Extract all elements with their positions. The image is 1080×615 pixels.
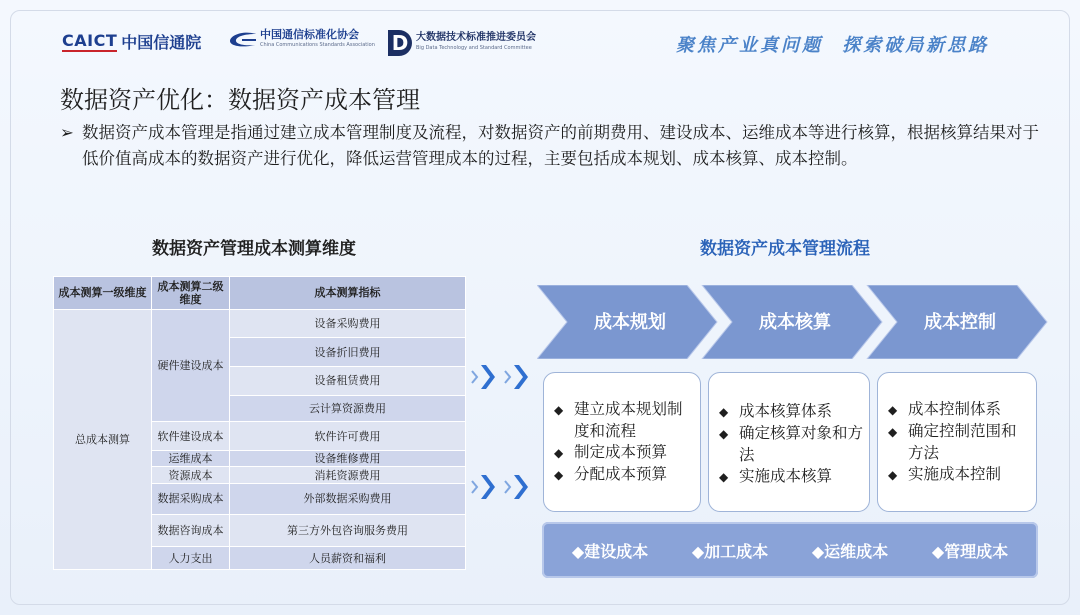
table-row — [54, 309, 466, 338]
table-cell-metric: 软件许可费用 — [230, 422, 466, 451]
bdtc-d-icon: D — [388, 30, 412, 56]
process-step-label: 成本核算 — [759, 312, 831, 333]
caict-logo-cn: 中国信通院 — [121, 33, 202, 52]
table-cell-level2: 运维成本 — [152, 451, 230, 467]
table-cell-level2: 软件建设成本 — [152, 422, 230, 451]
step-box-control — [877, 372, 1037, 512]
table-cell-level2: 人力支出 — [152, 547, 230, 570]
step-box-accounting — [708, 372, 870, 512]
intro-text: 数据资产成本管理是指通过建立成本管理制度及流程，对数据资产的前期费用、建设成本、运维成本等进行核算，根据核算结果对于低价值高成本的数据资产进行优化，降低运营管理成本的过程，主要包括成本规划、成本核算、成本控制。 — [82, 123, 1039, 168]
cost-type-item: ◆建设成本 — [571, 541, 649, 561]
ccsa-logo-cn: 中国通信标准化协会 — [260, 28, 359, 41]
cost-type-item: ◆运维成本 — [811, 541, 889, 561]
caict-logo-en: CAICT — [62, 31, 118, 50]
cost-dimension-table — [53, 276, 466, 570]
table-cell-metric: 云计算资源费用 — [230, 395, 466, 422]
list-item: ◆ 成本控制体系 — [888, 399, 1030, 421]
diamond-bullet-icon: ◆ — [554, 446, 564, 460]
slogan: 聚焦产业真问题 探索破局新思路 — [676, 35, 990, 56]
table-cell-metric: 设备维修费用 — [230, 451, 466, 467]
ccsa-logo-en: China Communications Standards Association — [260, 42, 375, 48]
table-cell-metric: 设备采购费用 — [230, 309, 466, 338]
diamond-bullet-icon: ◆ — [719, 405, 729, 419]
diamond-bullet-icon: ◆ — [554, 468, 564, 482]
caict-logo — [62, 30, 201, 53]
ccsa-swoosh-icon — [228, 31, 258, 49]
table-cell-level2: 硬件建设成本 — [152, 309, 230, 422]
diamond-bullet-icon: ◆ — [888, 468, 898, 482]
page-title: 数据资产优化：数据资产成本管理 — [60, 86, 420, 114]
cost-type-bar — [542, 522, 1038, 578]
list-item: ◆ 实施成本控制 — [888, 464, 1030, 486]
list-item: ◆ 确定控制范围和方法 — [888, 422, 1017, 462]
process-step-label: 成本控制 — [924, 312, 996, 333]
list-item: ◆ 确定核算对象和方法 — [719, 424, 864, 464]
table-cell-level1: 总成本测算 — [54, 309, 152, 569]
table-cell-level2: 数据咨询成本 — [152, 514, 230, 547]
list-item: ◆ 成本核算体系 — [719, 401, 863, 423]
left-section-title: 数据资产管理成本测算维度 — [152, 239, 356, 259]
cost-type-item: ◆管理成本 — [931, 541, 1009, 561]
bdtc-logo — [388, 30, 536, 56]
diamond-bullet-icon: ◆ — [719, 427, 729, 441]
table-header-metric: 成本测算指标 — [230, 277, 466, 310]
list-item: ◆ 实施成本核算 — [719, 466, 863, 488]
intro-bullet-icon: ➢ — [60, 123, 74, 142]
ccsa-logo — [228, 30, 375, 50]
step-box-planning — [543, 372, 701, 512]
right-section-title: 数据资产成本管理流程 — [700, 239, 870, 259]
table-cell-metric: 设备折旧费用 — [230, 338, 466, 367]
table-cell-metric: 外部数据采购费用 — [230, 483, 466, 514]
cost-type-item: ◆加工成本 — [691, 541, 769, 561]
table-header-level2: 成本测算二级维度 — [152, 277, 230, 310]
bdtc-logo-en: Big Data Technology and Standard Committee — [416, 45, 532, 51]
list-item: ◆ 分配成本预算 — [554, 464, 694, 486]
list-item: ◆ 建立成本规划制度和流程 — [554, 400, 683, 440]
table-header-row — [54, 277, 466, 310]
diamond-bullet-icon: ◆ — [888, 403, 898, 417]
table-cell-level2: 资源成本 — [152, 467, 230, 483]
diamond-bullet-icon: ◆ — [719, 470, 729, 484]
process-step-label: 成本规划 — [594, 312, 666, 333]
diamond-bullet-icon: ◆ — [888, 425, 898, 439]
table-cell-level2: 数据采购成本 — [152, 483, 230, 514]
double-chevron-icon — [468, 470, 528, 504]
intro-paragraph — [60, 120, 1052, 172]
table-cell-metric: 人员薪资和福利 — [230, 547, 466, 570]
table-header-level1: 成本测算一级维度 — [54, 277, 152, 310]
table-cell-metric: 设备租赁费用 — [230, 367, 466, 396]
diamond-bullet-icon: ◆ — [554, 403, 564, 417]
list-item: ◆ 制定成本预算 — [554, 442, 694, 464]
double-chevron-icon — [468, 360, 528, 394]
bdtc-logo-cn: 大数据技术标准推进委员会 — [416, 32, 536, 43]
table-cell-metric: 第三方外包咨询服务费用 — [230, 514, 466, 547]
table-cell-metric: 消耗资源费用 — [230, 467, 466, 483]
